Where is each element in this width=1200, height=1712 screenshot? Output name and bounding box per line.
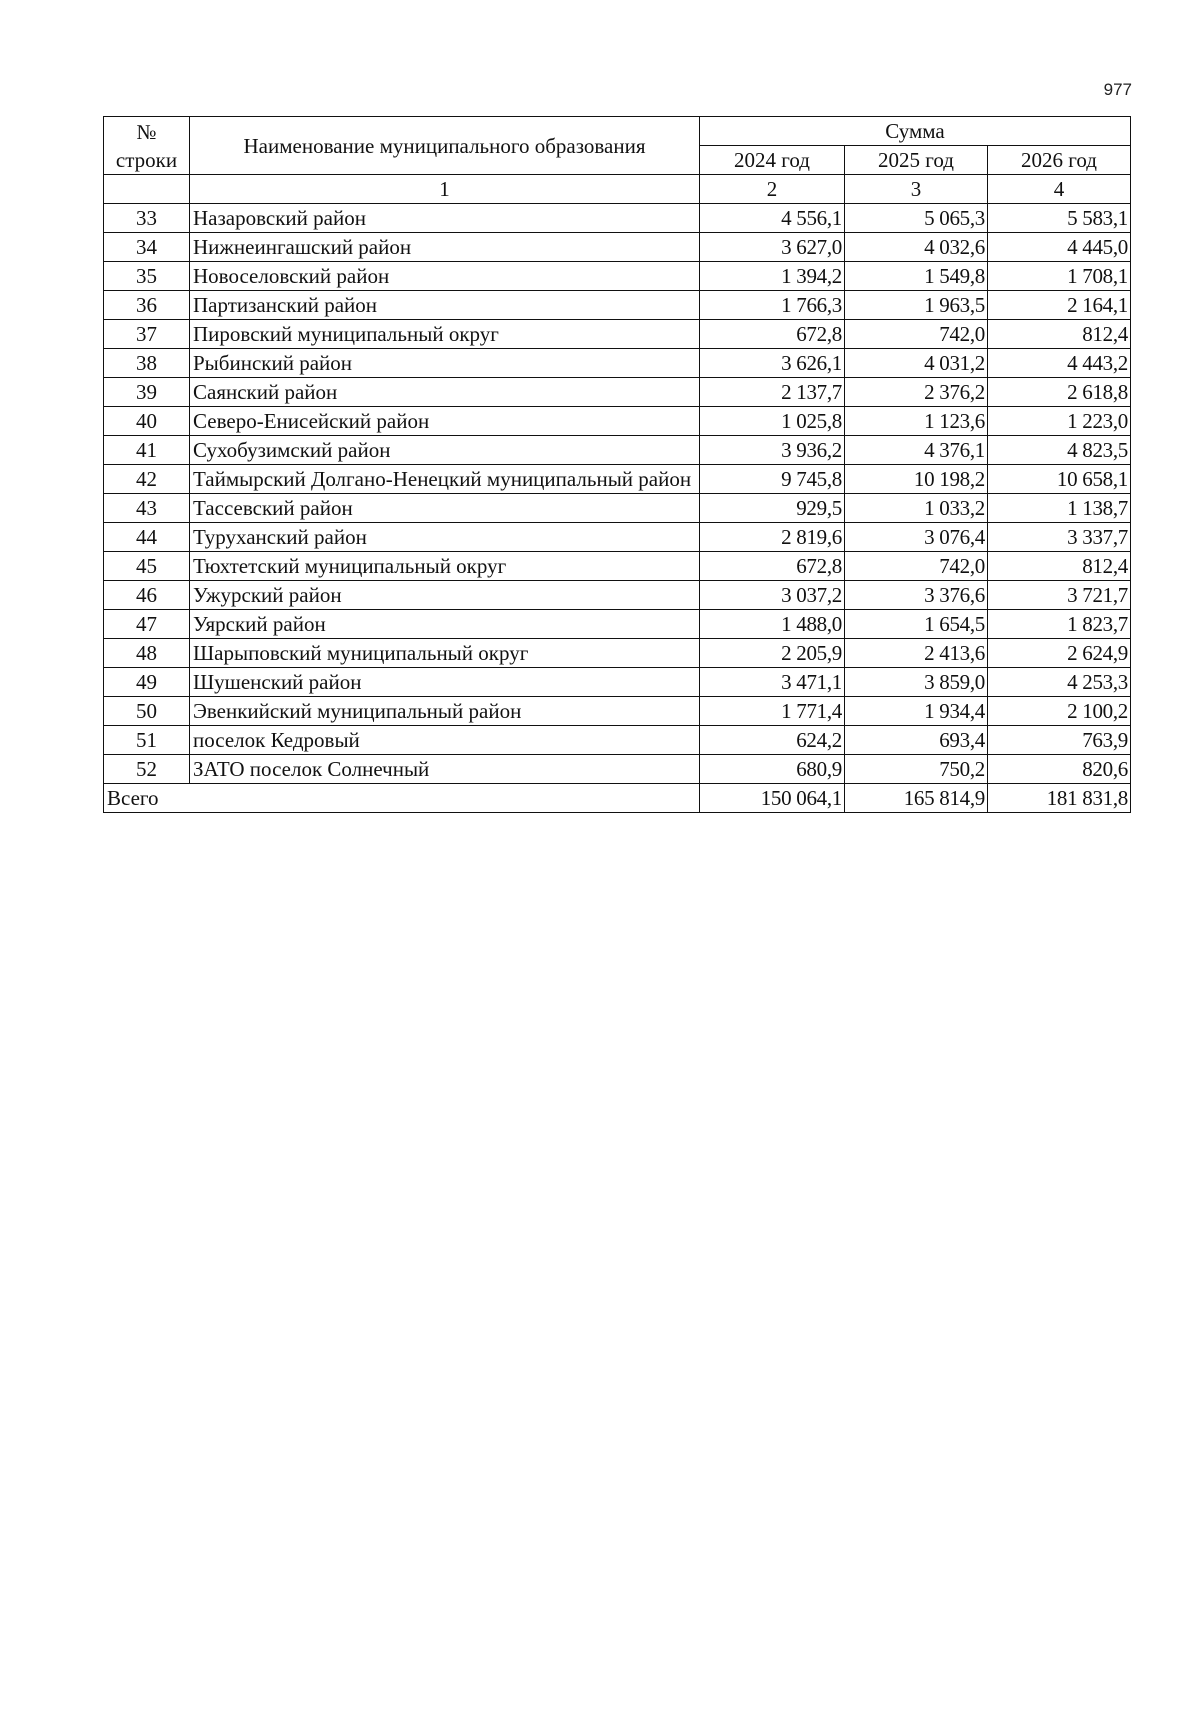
amount-2026: 2 618,8	[988, 378, 1131, 407]
amount-2026: 812,4	[988, 552, 1131, 581]
amount-2026: 3 337,7	[988, 523, 1131, 552]
amount-2024: 1 771,4	[700, 697, 845, 726]
table-row	[104, 523, 1131, 552]
row-number: 33	[104, 204, 190, 233]
amount-2024: 672,8	[700, 320, 845, 349]
municipality-name: Новоселовский район	[190, 262, 700, 291]
row-number: 44	[104, 523, 190, 552]
header-year-2024: 2024 год	[700, 146, 845, 175]
amount-2026: 820,6	[988, 755, 1131, 784]
column-index-row	[104, 175, 1131, 204]
amount-2025: 1 549,8	[845, 262, 988, 291]
amount-2026: 2 624,9	[988, 639, 1131, 668]
table-row	[104, 697, 1131, 726]
row-number: 38	[104, 349, 190, 378]
row-number: 50	[104, 697, 190, 726]
table-row	[104, 320, 1131, 349]
header-year-2025: 2025 год	[845, 146, 988, 175]
amount-2024: 3 626,1	[700, 349, 845, 378]
amount-2025: 4 031,2	[845, 349, 988, 378]
amount-2024: 2 205,9	[700, 639, 845, 668]
header-sum-cell: Сумма	[700, 117, 1131, 146]
allocation-table	[103, 116, 1131, 813]
municipality-name: Сухобузимский район	[190, 436, 700, 465]
amount-2024: 4 556,1	[700, 204, 845, 233]
header-name-cell: Наименование муниципального образования	[190, 117, 700, 175]
row-number: 45	[104, 552, 190, 581]
amount-2026: 4 823,5	[988, 436, 1131, 465]
amount-2026: 4 445,0	[988, 233, 1131, 262]
amount-2026: 1 708,1	[988, 262, 1131, 291]
total-amount-2025: 165 814,9	[845, 784, 988, 813]
row-number: 51	[104, 726, 190, 755]
amount-2026: 3 721,7	[988, 581, 1131, 610]
amount-2026: 2 164,1	[988, 291, 1131, 320]
amount-2025: 1 654,5	[845, 610, 988, 639]
table-row	[104, 349, 1131, 378]
header-row-number-symbol: №	[136, 119, 157, 144]
municipality-name: Тюхтетский муниципальный округ	[190, 552, 700, 581]
amount-2025: 1 963,5	[845, 291, 988, 320]
amount-2025: 10 198,2	[845, 465, 988, 494]
amount-2024: 3 627,0	[700, 233, 845, 262]
amount-2026: 1 223,0	[988, 407, 1131, 436]
municipality-name: Таймырский Долгано-Ненецкий муниципальный район	[190, 465, 700, 494]
amount-2024: 1 025,8	[700, 407, 845, 436]
row-number: 34	[104, 233, 190, 262]
row-number: 40	[104, 407, 190, 436]
table-row	[104, 755, 1131, 784]
row-number: 42	[104, 465, 190, 494]
amount-2025: 4 376,1	[845, 436, 988, 465]
amount-2025: 2 376,2	[845, 378, 988, 407]
amount-2024: 624,2	[700, 726, 845, 755]
row-number: 46	[104, 581, 190, 610]
row-number: 39	[104, 378, 190, 407]
column-index-3: 3	[845, 175, 988, 204]
amount-2024: 1 488,0	[700, 610, 845, 639]
row-number: 36	[104, 291, 190, 320]
amount-2026: 763,9	[988, 726, 1131, 755]
amount-2026: 4 443,2	[988, 349, 1131, 378]
row-number: 49	[104, 668, 190, 697]
total-amount-2024: 150 064,1	[700, 784, 845, 813]
table-row	[104, 378, 1131, 407]
amount-2026: 1 138,7	[988, 494, 1131, 523]
amount-2026: 5 583,1	[988, 204, 1131, 233]
municipality-name: Ужурский район	[190, 581, 700, 610]
municipality-name: Шушенский район	[190, 668, 700, 697]
table-row	[104, 610, 1131, 639]
table-row	[104, 291, 1131, 320]
row-number: 41	[104, 436, 190, 465]
header-row-number-word: строки	[115, 147, 178, 172]
amount-2024: 680,9	[700, 755, 845, 784]
row-number: 43	[104, 494, 190, 523]
amount-2024: 2 137,7	[700, 378, 845, 407]
municipality-name: ЗАТО поселок Солнечный	[190, 755, 700, 784]
table-row	[104, 262, 1131, 291]
municipality-name: Эвенкийский муниципальный район	[190, 697, 700, 726]
row-number: 35	[104, 262, 190, 291]
amount-2025: 742,0	[845, 320, 988, 349]
amount-2025: 2 413,6	[845, 639, 988, 668]
column-index-empty	[104, 175, 190, 204]
row-number: 52	[104, 755, 190, 784]
amount-2024: 9 745,8	[700, 465, 845, 494]
municipality-name: Тассевский район	[190, 494, 700, 523]
amount-2024: 929,5	[700, 494, 845, 523]
amount-2025: 742,0	[845, 552, 988, 581]
table-row	[104, 726, 1131, 755]
table-row	[104, 436, 1131, 465]
amount-2026: 2 100,2	[988, 697, 1131, 726]
municipality-name: Нижнеингашский район	[190, 233, 700, 262]
municipality-name: Рыбинский район	[190, 349, 700, 378]
table-row	[104, 581, 1131, 610]
amount-2025: 4 032,6	[845, 233, 988, 262]
table-row	[104, 407, 1131, 436]
amount-2025: 5 065,3	[845, 204, 988, 233]
amount-2025: 693,4	[845, 726, 988, 755]
municipality-name: Шарыповский муниципальный округ	[190, 639, 700, 668]
municipality-name: Партизанский район	[190, 291, 700, 320]
amount-2024: 672,8	[700, 552, 845, 581]
amount-2026: 4 253,3	[988, 668, 1131, 697]
total-label: Всего	[104, 784, 700, 813]
municipality-name: Северо-Енисейский район	[190, 407, 700, 436]
table-row	[104, 494, 1131, 523]
municipality-name: Уярский район	[190, 610, 700, 639]
row-number: 48	[104, 639, 190, 668]
municipality-name: Пировский муниципальный округ	[190, 320, 700, 349]
amount-2025: 3 859,0	[845, 668, 988, 697]
amount-2026: 1 823,7	[988, 610, 1131, 639]
column-index-1: 1	[190, 175, 700, 204]
amount-2025: 1 934,4	[845, 697, 988, 726]
header-year-2026: 2026 год	[988, 146, 1131, 175]
table-row	[104, 204, 1131, 233]
municipality-name: Саянский район	[190, 378, 700, 407]
amount-2025: 750,2	[845, 755, 988, 784]
amount-2026: 10 658,1	[988, 465, 1131, 494]
header-row-1	[104, 117, 1131, 146]
row-number: 47	[104, 610, 190, 639]
total-amount-2026: 181 831,8	[988, 784, 1131, 813]
table-row	[104, 668, 1131, 697]
municipality-name: Назаровский район	[190, 204, 700, 233]
amount-2025: 1 123,6	[845, 407, 988, 436]
amount-2025: 3 076,4	[845, 523, 988, 552]
table-row	[104, 639, 1131, 668]
municipality-name: Туруханский район	[190, 523, 700, 552]
table-row	[104, 552, 1131, 581]
page-number: 977	[1103, 80, 1132, 99]
amount-2025: 1 033,2	[845, 494, 988, 523]
amount-2024: 2 819,6	[700, 523, 845, 552]
amount-2026: 812,4	[988, 320, 1131, 349]
amount-2025: 3 376,6	[845, 581, 988, 610]
table-row	[104, 465, 1131, 494]
column-index-2: 2	[700, 175, 845, 204]
column-index-4: 4	[988, 175, 1131, 204]
municipality-name: поселок Кедровый	[190, 726, 700, 755]
amount-2024: 3 037,2	[700, 581, 845, 610]
header-row-number-cell	[104, 117, 190, 175]
amount-2024: 3 936,2	[700, 436, 845, 465]
amount-2024: 3 471,1	[700, 668, 845, 697]
amount-2024: 1 394,2	[700, 262, 845, 291]
amount-2024: 1 766,3	[700, 291, 845, 320]
table-row	[104, 233, 1131, 262]
table-body	[104, 117, 1131, 813]
total-row	[104, 784, 1131, 813]
row-number: 37	[104, 320, 190, 349]
